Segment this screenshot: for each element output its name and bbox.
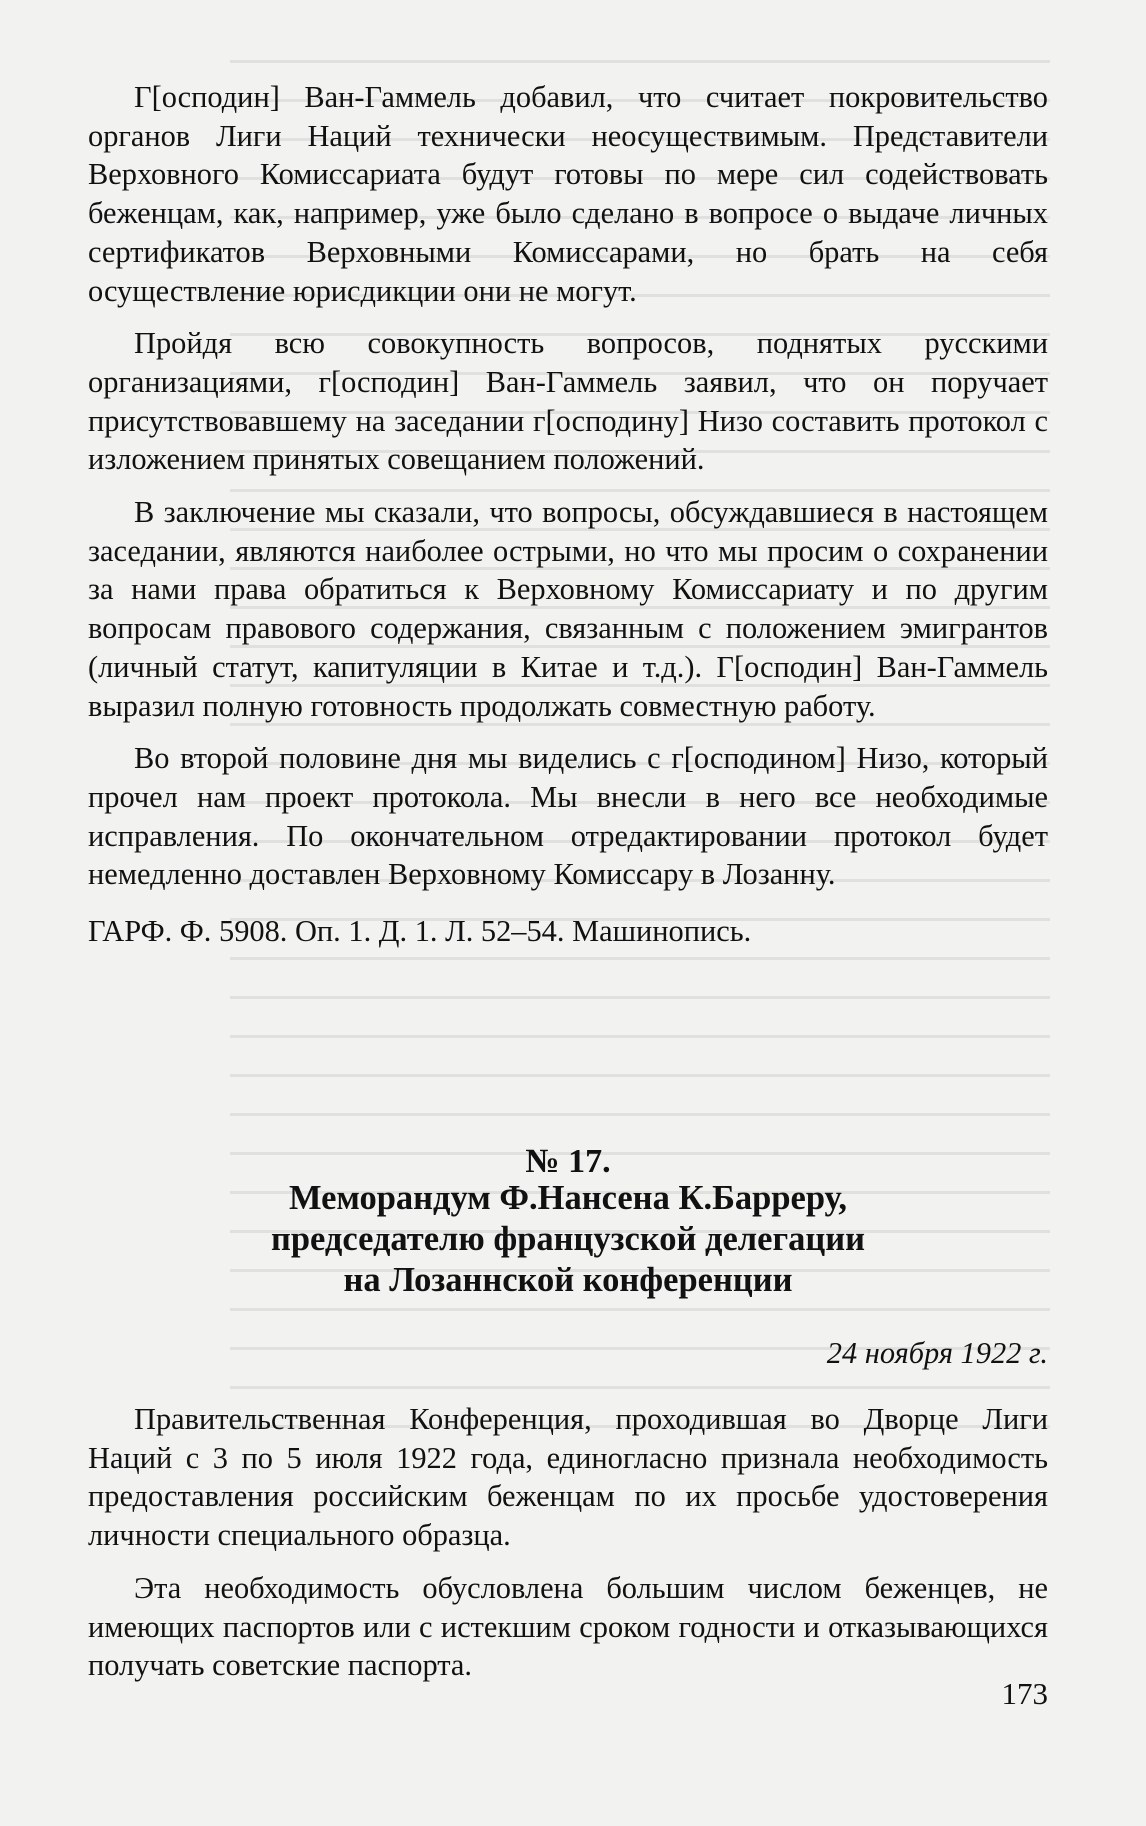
previous-document-text — [88, 78, 1048, 951]
paragraph: Правительственная Конференция, проходившая во Дворце Лиги Наций с 3 по 5 июля 1922 года, единогласно признала необходимость предоставления российским беженцам по их просьбе удостоверения личности специального образца. — [88, 1402, 1048, 1553]
document-date: 24 ноября 1922 г. — [826, 1336, 1048, 1370]
title-line: Меморандум Ф.Нансена К.Барреру, — [289, 1179, 847, 1217]
archive-source-citation: ГАРФ. Ф. 5908. Оп. 1. Д. 1. Л. 52–54. Машинопись. — [88, 914, 752, 949]
title-line: председателю французской делегации — [270, 1220, 866, 1258]
title-line: на Лозаннской конференции — [343, 1261, 793, 1299]
memorandum-text — [88, 1400, 1048, 1699]
page-number: 173 — [1001, 1676, 1048, 1711]
paragraph: В заключение мы сказали, что вопросы, обсуждавшиеся в настоящем заседании, являются наиболее острыми, но что мы просим о сохранении за нами права обратиться к Верховному Комиссариату и по другим вопросам правового содержания, связанным с положением эмигрантов (личный статут, капитуляции в Китае и т.д.). Г[осподин] Ван-Гаммель выразил полную готовность продолжать совместную работу. — [88, 495, 1048, 723]
paragraph: Во второй половине дня мы виделись с г[осподином] Низо, который прочел нам проект протокола. Мы внесли в него все необходимые исправления. По окончательном отредактировании протокол будет немедленно доставлен Верховному Комиссару в Лозанну. — [88, 741, 1048, 892]
paragraph: Эта необходимость обусловлена большим числом беженцев, не имеющих паспортов или с истекшим сроком годности и отказывающихся получать советские паспорта. — [88, 1570, 1048, 1683]
document-number: № 17. — [525, 1143, 611, 1180]
paragraph: Пройдя всю совокупность вопросов, поднятых русскими организациями, г[осподин] Ван-Гаммель заявил, что он поручает присутствовавшему на заседании г[осподину] Низо составить протокол с изложением принятых совещанием положений. — [88, 326, 1048, 477]
document-title — [88, 1178, 1048, 1301]
paragraph: Г[осподин] Ван-Гаммель добавил, что считает покровительство органов Лиги Наций технически неосуществимым. Представители Верховного Комиссариата будут готовы по мере сил содействовать беженцам, как, например, уже было сделано в вопросе о выдаче личных сертификатов Верховными Комиссарами, но брать на себя осуществление юрисдикции они не могут. — [88, 80, 1048, 308]
